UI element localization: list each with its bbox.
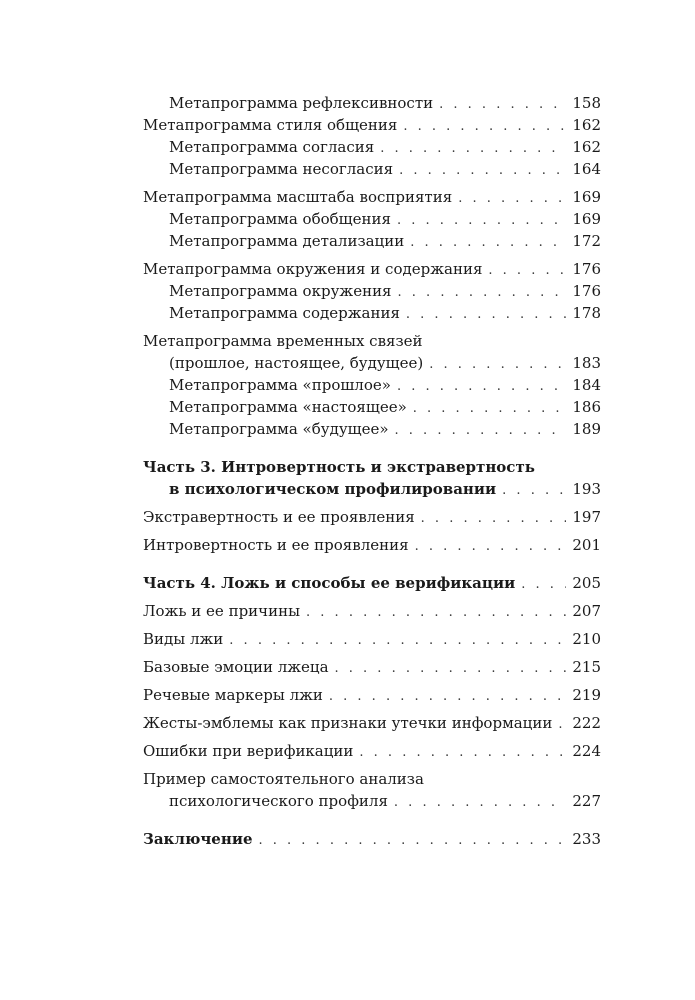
- dot-leader: [399, 160, 566, 182]
- toc-entry-title: Жесты-эмблемы как признаки утечки информации: [143, 714, 553, 732]
- toc-part-title: Часть 3. Интровертность и экстравертность: [143, 458, 535, 476]
- dot-leader: [521, 574, 566, 596]
- dot-leader: [397, 210, 566, 232]
- dot-leader: [410, 232, 566, 254]
- dot-leader: [558, 714, 566, 736]
- dot-leader: [502, 480, 566, 502]
- toc-page-number: 201: [572, 536, 601, 554]
- dot-leader: [394, 792, 566, 814]
- toc-entry: [143, 628, 601, 650]
- toc-part-heading: [143, 478, 601, 500]
- toc-page-number: 189: [572, 420, 601, 438]
- table-of-contents: [143, 92, 601, 850]
- dot-leader: [415, 536, 567, 558]
- toc-entry: [143, 230, 601, 252]
- toc-entry-title: Ошибки при верификации: [143, 742, 354, 760]
- toc-entry-title: Метапрограмма стиля общения: [143, 116, 398, 134]
- dot-leader: [398, 282, 567, 304]
- toc-entry-title: Ложь и ее причины: [143, 602, 301, 620]
- toc-entry-title: Метапрограмма «будущее»: [169, 420, 389, 438]
- dot-leader: [406, 304, 566, 326]
- toc-entry-title: Метапрограмма рефлексивности: [169, 94, 434, 112]
- toc-page-number: 162: [572, 116, 601, 134]
- toc-entry: [143, 684, 601, 706]
- toc-page-number: 227: [572, 792, 601, 810]
- dot-leader: [421, 508, 567, 530]
- toc-entry: [143, 600, 601, 622]
- toc-entry: [143, 534, 601, 556]
- dot-leader: [359, 742, 566, 764]
- toc-page-number: 178: [572, 304, 601, 322]
- dot-leader: [380, 138, 566, 160]
- toc-entry: [143, 92, 601, 114]
- dot-leader: [329, 686, 566, 708]
- dot-leader: [397, 376, 566, 398]
- toc-part-title: Часть 4. Ложь и способы ее верификации: [143, 574, 516, 592]
- toc-page-number: 219: [572, 686, 601, 704]
- toc-page-number: 193: [572, 480, 601, 498]
- toc-entry: [143, 158, 601, 180]
- toc-entry-title: Метапрограмма обобщения: [169, 210, 391, 228]
- toc-entry: [143, 280, 601, 302]
- toc-page-number: 210: [572, 630, 601, 648]
- toc-page-number: 176: [572, 282, 601, 300]
- toc-part-title: в психологическом профилировании: [169, 480, 497, 498]
- toc-page-number: 184: [572, 376, 601, 394]
- toc-page-number: 207: [572, 602, 601, 620]
- toc-entry: [143, 186, 601, 208]
- dot-leader: [413, 398, 567, 420]
- toc-page-number: 169: [572, 210, 601, 228]
- toc-entry: [143, 712, 601, 734]
- dot-leader: [259, 830, 567, 852]
- dot-leader: [488, 260, 566, 282]
- toc-entry-title: (прошлое, настоящее, будущее): [169, 354, 424, 372]
- toc-entry-title: Интровертность и ее проявления: [143, 536, 409, 554]
- toc-entry-title: Экстравертность и ее проявления: [143, 508, 415, 526]
- dot-leader: [403, 116, 566, 138]
- toc-page-number: 197: [572, 508, 601, 526]
- toc-entry-title: Метапрограмма временных связей: [143, 332, 423, 350]
- toc-entry-title: Метапрограмма детализации: [169, 232, 405, 250]
- toc-entry: [143, 656, 601, 678]
- toc-page-number: 233: [572, 830, 601, 848]
- toc-entry-title: психологического профиля: [169, 792, 388, 810]
- toc-page-number: 176: [572, 260, 601, 278]
- toc-entry-title: Пример самостоятельного анализа: [143, 770, 424, 788]
- toc-part-title: Заключение: [143, 830, 253, 848]
- toc-entry: [143, 396, 601, 418]
- toc-entry-title: Метапрограмма масштаба восприятия: [143, 188, 453, 206]
- toc-page-number: 183: [572, 354, 601, 372]
- toc-entry: [143, 114, 601, 136]
- dot-leader: [439, 94, 566, 116]
- toc-entry: [143, 302, 601, 324]
- dot-leader: [335, 658, 567, 680]
- toc-entry: [143, 136, 601, 158]
- toc-entry-title: Метапрограмма «настоящее»: [169, 398, 407, 416]
- toc-page-number: 169: [572, 188, 601, 206]
- toc-page-number: 158: [572, 94, 601, 112]
- toc-page-number: 222: [572, 714, 601, 732]
- dot-leader: [395, 420, 567, 442]
- toc-entry-first-line: [143, 768, 601, 790]
- dot-leader: [306, 602, 566, 624]
- toc-entry-title: Метапрограмма согласия: [169, 138, 375, 156]
- toc-entry-title: Метапрограмма окружения: [169, 282, 392, 300]
- toc-part-heading: [143, 572, 601, 594]
- toc-entry-title: Метапрограмма окружения и содержания: [143, 260, 483, 278]
- toc-part-heading-first-line: [143, 456, 601, 478]
- toc-entry-title: Базовые эмоции лжеца: [143, 658, 329, 676]
- toc-page-number: 172: [572, 232, 601, 250]
- toc-entry-title: Речевые маркеры лжи: [143, 686, 323, 704]
- toc-page-number: 162: [572, 138, 601, 156]
- toc-entry: [143, 790, 601, 812]
- toc-entry-title: Метапрограмма «прошлое»: [169, 376, 391, 394]
- toc-entry: [143, 208, 601, 230]
- toc-entry-first-line: [143, 330, 601, 352]
- toc-page-number: 205: [572, 574, 601, 592]
- toc-entry-title: Метапрограмма содержания: [169, 304, 400, 322]
- toc-entry: [143, 740, 601, 762]
- toc-entry: [143, 352, 601, 374]
- toc-entry: [143, 506, 601, 528]
- toc-entry: [143, 258, 601, 280]
- dot-leader: [429, 354, 566, 376]
- toc-entry-title: Виды лжи: [143, 630, 224, 648]
- toc-page-number: 215: [572, 658, 601, 676]
- toc-page-number: 164: [572, 160, 601, 178]
- dot-leader: [458, 188, 566, 210]
- toc-page-number: 224: [572, 742, 601, 760]
- toc-entry-title: Метапрограмма несогласия: [169, 160, 394, 178]
- toc-part-heading: [143, 828, 601, 850]
- toc-entry: [143, 374, 601, 396]
- dot-leader: [229, 630, 566, 652]
- toc-entry: [143, 418, 601, 440]
- toc-page-number: 186: [572, 398, 601, 416]
